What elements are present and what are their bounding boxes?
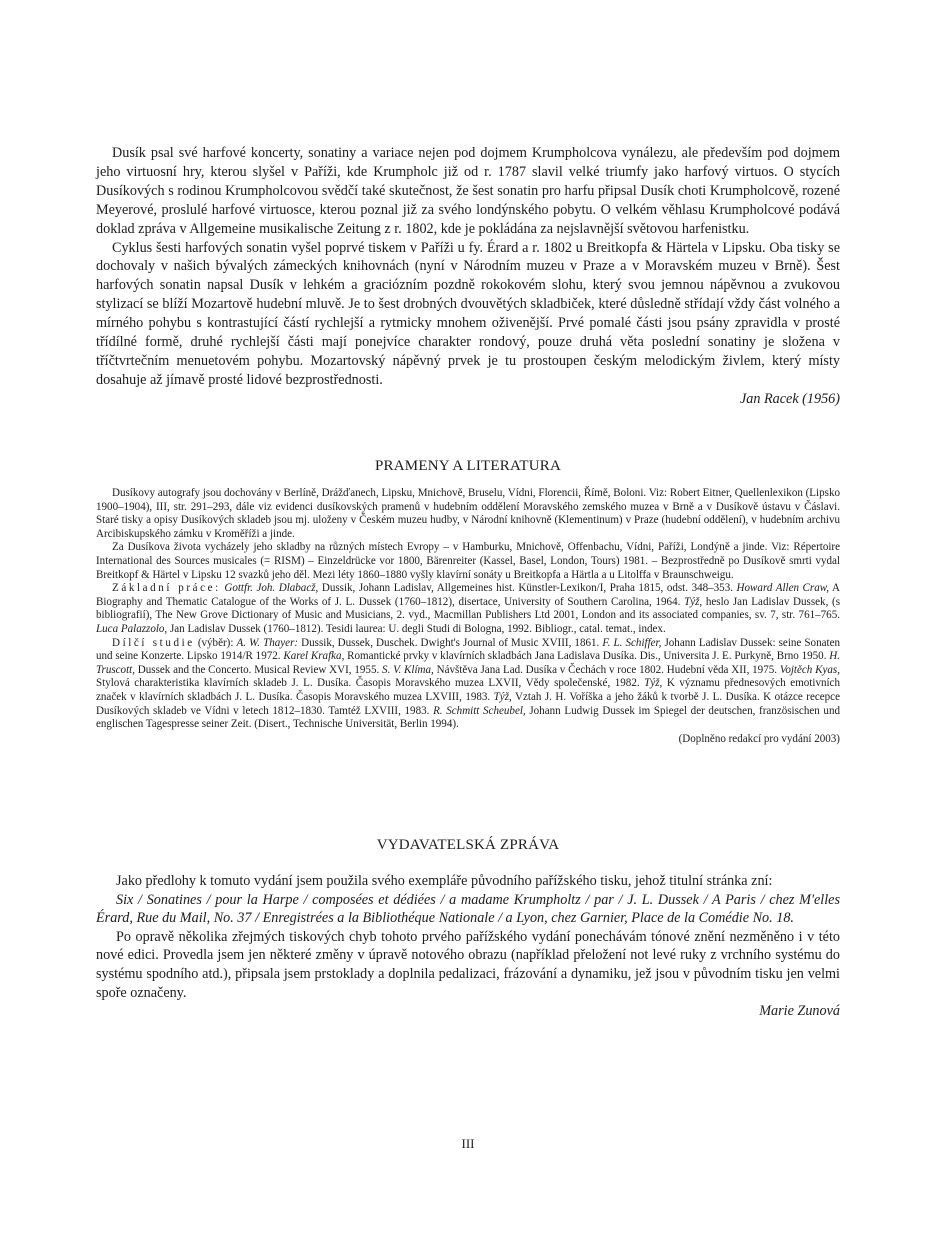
report-signature: Marie Zunová <box>759 1003 840 1020</box>
sources-paragraph-3 <box>96 582 840 636</box>
intro-paragraph-2: Cyklus šesti harfových sonatin vyšel poprvé tiskem v Paříži u fy. Érard a r. 1802 u Breitkopfa & Härtela v Lipsku. Oba tisky se dochovaly v našich bývalých zámeckých knihovnách (nyní v Národním muzeu v Praze a v Moravském muzeu v Brně). Šest harfových sonatin napsal Dusík v lehkém a graciózním pozdně rokokovém slohu, který svou jemnou nápěvnou a zvukovou stylizací se blíží Mozartově hudební mluvě. Je to šest drobných dvouvětých skladbiček, které důsledně střídají vždy část volného a mírného pohybu s kontrastující částí rychlejší a rytmicky mnohem oživenější. Prvé pomalé části jsou psány zpravidla v prosté třídílné formě, druhé rychlejší části mají ponejvíce charakter rondový, pouze druhá věta poslední sonatiny je složena v tříčtvrtečním menuetovém pohybu. Mozartovský nápěvný prvek je tu prostoupen českým melodickým živlem, který místy dosahuje až jímavě prosté lidové bezprostřednosti. <box>96 239 840 388</box>
title-page-transcription <box>96 891 840 928</box>
author-name: F. L. Schiffer, <box>602 636 662 649</box>
author-name: Vojtěch Kyas, <box>779 663 840 676</box>
intro-signature: Jan Racek (1956) <box>739 390 840 407</box>
page-number: III <box>461 1136 475 1151</box>
sources-section <box>96 487 840 746</box>
citation-text: (výběr): <box>197 636 237 649</box>
report-paragraph-2: Po opravě několika zřejmých tiskových chyb tohoto prvého pařížského vydání ponechávám tónové znění nezměněno i v této nové edici. Provedla jsem jen některé změny v úpravě notového obrazu (například přeložení not levé ruky z vrchního systému do systému spodního atd.), připsala jsem prstoklady a doplnila pedalizaci, frázování a dynamiku, jež jsou v původním tisku jen velmi spoře označeny. <box>96 928 840 1001</box>
basic-works-label: Základní práce: <box>112 582 221 595</box>
citation-text: Vztah J. H. Voříška a jeho žáků k tvorbě J. L. Dusíka. K otázce recepce Dusíkových skladeb ve Vídni v letech 1812–1830. Tamtéž LXVIII, 1983. <box>96 690 840 717</box>
editorial-note: (Doplněno redakcí pro vydání 2003) <box>678 732 840 745</box>
author-name: S. V. Klíma, <box>382 663 434 676</box>
citation-text: Dussek and the Concerto. Musical Review XVI, 1955. <box>134 663 383 676</box>
citation-text: Johann Ladislav Dussek: seine Sonaten und seine Konzerte. Lipsko 1914/R 1972. <box>96 636 840 663</box>
citation-text: Stylová charakteristika klavírních skladeb J. L. Dusíka. Časopis Moravského muzea LXVII, Vědy společenské, 1982. <box>96 677 645 690</box>
title-page-text: Six / Sonatines / pour la Harpe / composées et dédiées / a madame Krumpholtz / par / J. L. Dussek / A Paris / chez M'elles Érard, Rue du Mail, No. 37 / Enregistrées a la Bibliothéque Nationale / a Lyon, chez Garnier, Place de la Comédie No. 18. <box>96 891 840 927</box>
report-section <box>96 872 840 1021</box>
author-name: Luca Palazzolo, <box>96 622 168 635</box>
author-name: Howard Allen Craw, <box>736 582 830 595</box>
citation-text: Jan Ladislav Dussek (1760–1812). Tesidi laurea: U. degli Studi di Bologna, 1992. Bibliogr., catal. temat., index. <box>167 622 666 635</box>
author-name: Týž, <box>684 595 703 608</box>
citation-text: K významu přednesových emotivních značek v klavírních skladbách J. L. Dusíka. Časopis Moravského muzea LXVIII, 1983. <box>96 677 840 703</box>
author-name: Týž, <box>644 677 663 690</box>
partial-studies-label: Dílčí studie <box>112 636 195 649</box>
sources-paragraph-2: Za Dusíkova života vycházely jeho skladby na různých místech Evropy – v Hamburku, Mnichově, Offenbachu, Vídni, Paříži, Londýně a jinde. Viz: Répertoire International des Sources musicales (= RISM) – Einzeldrücke vor 1800, Bärenreiter (Kassel, Basel, London, Tours) 1981. – Bezprostředně po Dusíkově smrti vydal Breitkopf & Härtel v Lipsku 12 svazků jeho děl. Mezi léty 1860–1880 vyšly klavírní sonáty u Breitkopfa a Härtla a u Litolffa v Braunschweigu. <box>96 541 840 581</box>
intro-section <box>96 144 840 409</box>
sources-paragraph-1: Dusíkovy autografy jsou dochovány v Berlíně, Drážďanech, Lipsku, Mnichově, Bruselu, Vídni, Florencii, Římě, Boloni. Viz: Robert Eitner, Quellenlexikon (Lipsko 1900–1904), III, str. 291–293, dále viz evidenci dusíkovských pramenů v hudebním oddělení Moravského zemského muzea v Brně a v Dusíkově ústavu v Čáslavi. Staré tisky a opisy Dusíkových skladeb jsou mj. uloženy v Českém muzeu hudby, v Národní knihovně (Klementinum) v Praze (hudební oddělení), v hudebním archivu Arcibiskupského zámku v Kroměříži a jinde. <box>96 487 840 540</box>
citation-text: Dussik, Johann Ladislav, Allgemeines hist. Künstler-Lexikon/I, Praha 1815, odst. 348–353. <box>318 582 737 595</box>
report-paragraph-1: Jako předlohy k tomuto vydání jsem použila svého exempláře původního pařížského tisku, jehož titulní stránka zní: <box>116 873 773 889</box>
report-heading: VYDAVATELSKÁ ZPRÁVA <box>376 837 560 853</box>
citation-text: Návštěva Jana Lad. Dusíka v Čechách v roce 1802. Hudební věda XII, 1975. <box>433 663 780 676</box>
author-name: Gottfr. Joh. Dlabacž, <box>224 582 319 595</box>
author-name: R. Schmitt Scheubel, <box>433 704 526 717</box>
intro-paragraph-1: Dusík psal své harfové koncerty, sonatiny a variace nejen pod dojmem Krumpholcova vynálezu, ale především pod dojmem jeho virtuosní hry, kterou slyšel v Paříži, kde Krumpholc již od r. 1787 slavil velké triumfy jako harfový virtuos. O stycích Dusíkových s rodinou Krumpholcovou svědčí také skutečnost, že šest sonatin pro harfu připsal Dusík choti Krumpholcově, rozené Meyerové, proslulé harfové virtuosce, kterou poznal již za svého londýnského pobytu. O velkém věhlasu Krumpholcové podává doklad zpráva v Allgemeine musikalische Zeitung z r. 1802, kde je pokládána za nejslavnější světovou harfenistku. <box>96 145 840 237</box>
author-name: Týž, <box>493 690 512 703</box>
citation-text: Dussik, Dussek, Duschek. Dwight's Journal of Music XVIII, 1861. <box>298 636 603 649</box>
author-name: H. Truscott, <box>96 650 841 676</box>
citation-text: Johann Ludwig Dussek im Spiegel der deutschen, französischen und englischen Tagespresse seiner Zeit. (Disert., Technische Universität, Berlin 1994). <box>96 704 841 731</box>
author-name: A. W. Thayer: <box>236 636 299 649</box>
citation-text: heslo Jan Ladislav Dussek, (s bibliografií), The New Grove Dictionary of Music and Musicians, 2. vyd., Macmillan Publishers Ltd 2001, London and its associated companies, sv. 7, str. 761–765. <box>96 595 841 622</box>
sources-heading: PRAMENY A LITERATURA <box>375 458 561 474</box>
citation-text: Romantické prvky v klavírních skladbách Jana Ladislava Dusíka. Dis., Universita J. E. Purkyně, Brno 1950. <box>344 650 830 663</box>
citation-text: A Biography and Thematic Catalogue of the Works of J. L. Dussek (1760–1812), disertace, University of Southern Carolina, 1964. <box>96 582 840 608</box>
author-name: Karel Krafka, <box>283 650 345 663</box>
sources-paragraph-4 <box>96 637 840 732</box>
